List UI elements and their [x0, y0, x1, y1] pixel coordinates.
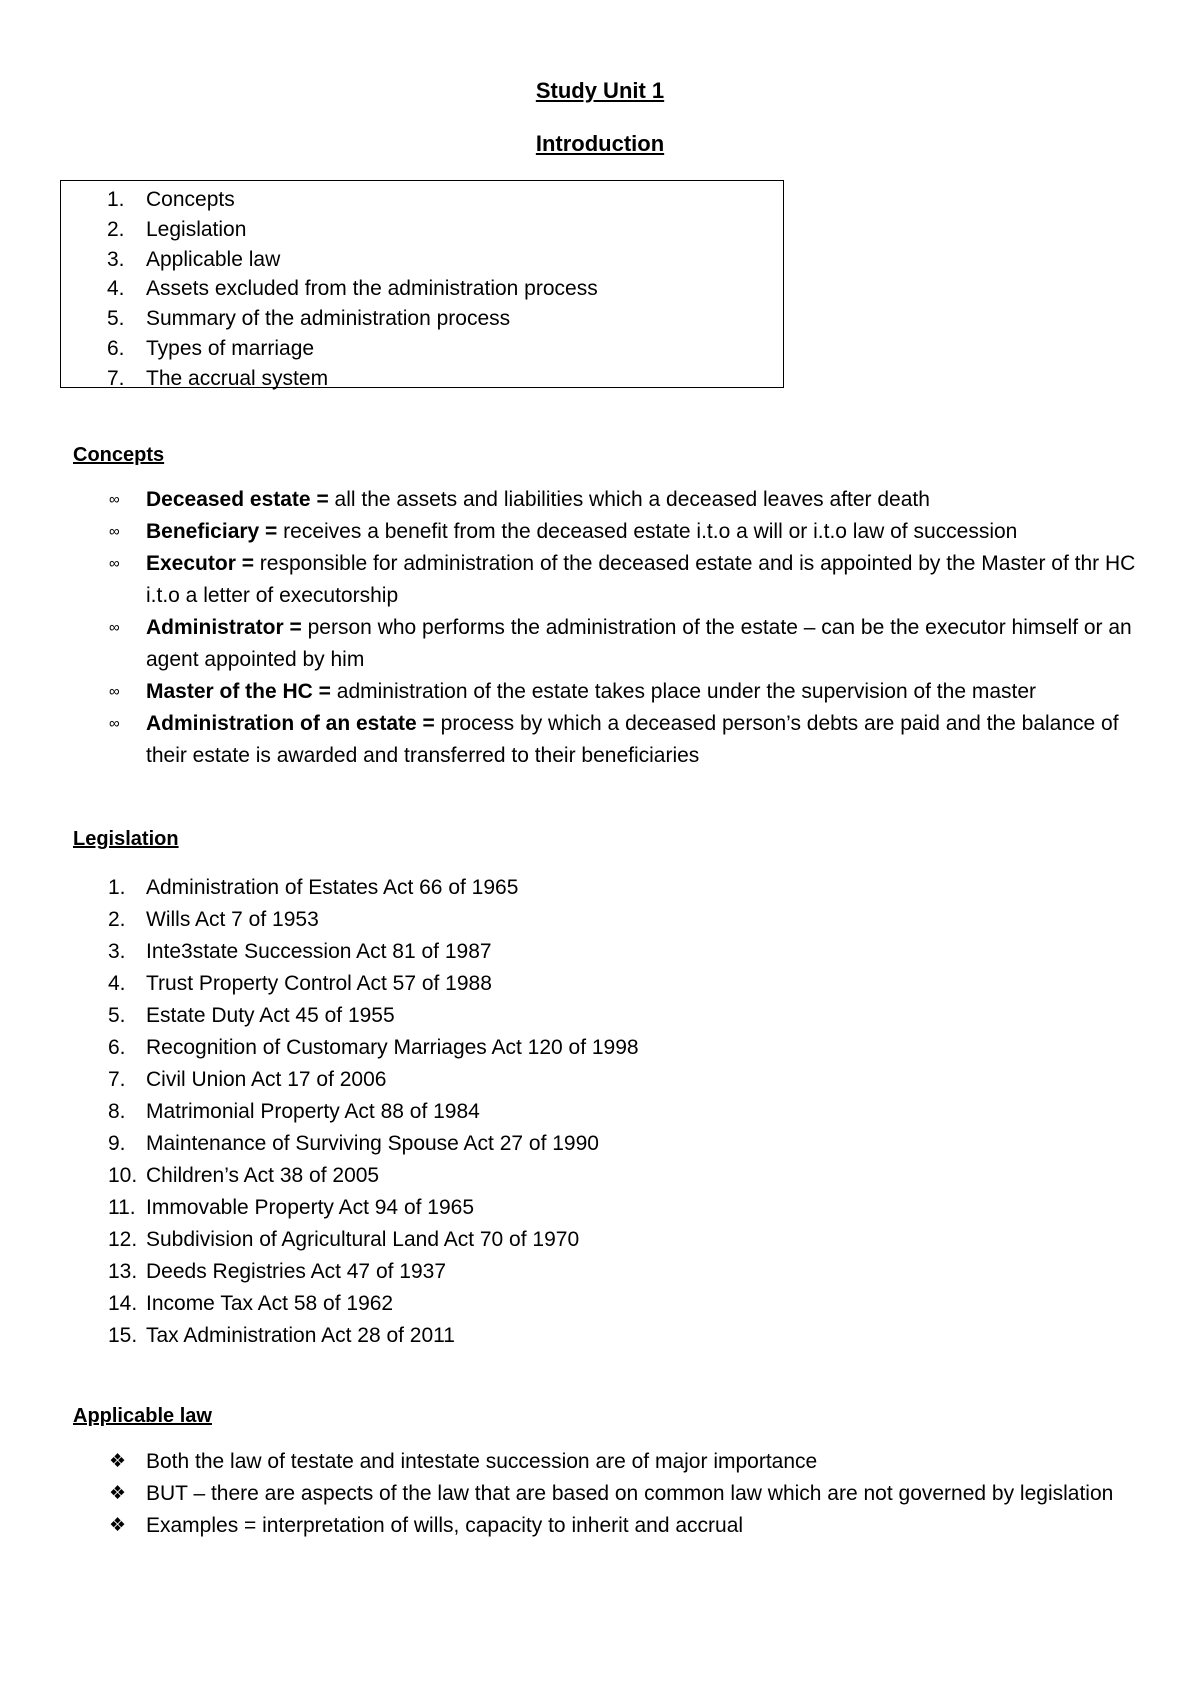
concepts-list — [0, 484, 1200, 772]
applicable-law-item — [0, 1446, 1200, 1478]
infinity-bullet-icon: ∞ — [109, 523, 120, 540]
page-subtitle: Introduction — [535, 131, 665, 156]
concepts-heading: Concepts — [73, 444, 165, 466]
toc-item-number: 5. — [107, 307, 125, 331]
concept-definition: person who performs the administration of the estate – can be the executor himself or an agent appointed by him — [146, 616, 1132, 671]
legislation-item-number: 7. — [108, 1068, 126, 1091]
concept-definition: receives a benefit from the deceased estate i.t.o a will or i.t.o law of succession — [277, 520, 1018, 543]
toc-item-label: Assets excluded from the administration process — [146, 277, 598, 301]
legislation-item-label: Administration of Estates Act 66 of 1965 — [146, 876, 519, 899]
infinity-bullet-icon: ∞ — [109, 491, 120, 508]
applicable-law-text: Examples = interpretation of wills, capacity to inherit and accrual — [146, 1514, 744, 1537]
concept-text — [146, 612, 1136, 676]
legislation-item-number: 5. — [108, 1004, 126, 1027]
infinity-bullet-icon: ∞ — [109, 715, 120, 732]
toc-item-label: Applicable law — [146, 247, 281, 271]
concept-item — [0, 548, 1200, 612]
toc-item-number: 4. — [107, 277, 125, 301]
concept-term: Deceased estate = — [146, 488, 329, 511]
legislation-item-number: 2. — [108, 908, 126, 931]
legislation-item-number: 13. — [108, 1260, 138, 1283]
toc-item-label: Legislation — [146, 217, 247, 241]
infinity-bullet-icon: ∞ — [109, 555, 120, 572]
toc-item-number: 7. — [107, 366, 125, 390]
toc-item-label: Types of marriage — [146, 336, 315, 360]
concept-item — [0, 516, 1200, 548]
concept-definition: administration of the estate takes place under the supervision of the master — [330, 680, 1037, 703]
applicable-law-item — [0, 1478, 1200, 1510]
legislation-item-label: Matrimonial Property Act 88 of 1984 — [146, 1100, 480, 1123]
concept-item — [0, 708, 1200, 772]
infinity-bullet-icon: ∞ — [109, 619, 120, 636]
legislation-item-number: 6. — [108, 1036, 126, 1059]
table-of-contents-box — [60, 180, 784, 388]
concept-text — [146, 484, 1136, 516]
concept-term: Beneficiary = — [146, 520, 278, 543]
concept-term: Executor = — [146, 552, 254, 575]
concept-definition: process by which a deceased person’s debts are paid and the balance of their estate is awarded and transferred to their beneficiaries — [146, 712, 1119, 767]
infinity-bullet-icon: ∞ — [109, 683, 120, 700]
concept-text — [146, 516, 1136, 548]
legislation-item-number: 14. — [108, 1292, 138, 1315]
applicable-law-text: Both the law of testate and intestate succession are of major importance — [146, 1450, 818, 1473]
concept-text — [146, 708, 1136, 772]
toc-item-label: Summary of the administration process — [146, 307, 511, 331]
legislation-item-label: Children’s Act 38 of 2005 — [146, 1164, 380, 1187]
legislation-item-label: Immovable Property Act 94 of 1965 — [146, 1196, 475, 1219]
concept-definition: all the assets and liabilities which a deceased leaves after death — [328, 488, 930, 511]
toc-item-label: Concepts — [146, 188, 235, 211]
legislation-item-label: Civil Union Act 17 of 2006 — [146, 1068, 387, 1091]
concept-item — [0, 484, 1200, 516]
legislation-item-label: Wills Act 7 of 1953 — [146, 908, 319, 931]
legislation-item-label: Tax Administration Act 28 of 2011 — [146, 1324, 455, 1347]
concept-term: Administrator = — [146, 616, 302, 639]
diamond-bullet-icon: ❖ — [109, 1451, 127, 1472]
concept-text — [146, 676, 1136, 708]
legislation-item-number: 8. — [108, 1100, 126, 1123]
legislation-item-number: 9. — [108, 1132, 126, 1155]
concept-item — [0, 612, 1200, 676]
diamond-bullet-icon: ❖ — [109, 1515, 127, 1536]
concept-item — [0, 676, 1200, 708]
legislation-item-number: 11. — [108, 1196, 136, 1219]
legislation-item-label: Recognition of Customary Marriages Act 120 of 1998 — [146, 1036, 639, 1059]
legislation-item-number: 3. — [108, 940, 126, 963]
legislation-item-number: 4. — [108, 972, 126, 995]
concept-definition: responsible for administration of the deceased estate and is appointed by the Master of thr HC i.t.o a letter of executorship — [146, 552, 1136, 607]
legislation-item-number: 15. — [108, 1324, 138, 1347]
legislation-item-label: Subdivision of Agricultural Land Act 70 of 1970 — [146, 1228, 580, 1251]
legislation-item-label: Income Tax Act 58 of 1962 — [146, 1292, 394, 1315]
legislation-item-number: 1. — [108, 876, 126, 899]
diamond-bullet-icon: ❖ — [109, 1483, 127, 1504]
toc-item-number: 1. — [107, 188, 125, 211]
concept-term: Administration of an estate = — [146, 712, 435, 735]
page-title: Study Unit 1 — [535, 78, 665, 103]
legislation-item-label: Trust Property Control Act 57 of 1988 — [146, 972, 492, 995]
applicable-law-item — [0, 1510, 1200, 1542]
legislation-item-label: Inte3state Succession Act 81 of 1987 — [146, 940, 492, 963]
legislation-heading: Legislation — [73, 828, 179, 850]
legislation-item-label: Maintenance of Surviving Spouse Act 27 of 1990 — [146, 1132, 599, 1155]
applicable-law-heading: Applicable law — [73, 1405, 212, 1427]
toc-item-number: 6. — [107, 336, 125, 360]
legislation-item-label: Deeds Registries Act 47 of 1937 — [146, 1260, 447, 1283]
toc-item-number: 3. — [107, 247, 125, 271]
applicable-law-text: BUT – there are aspects of the law that are based on common law which are not governed by legislation — [146, 1482, 1114, 1505]
toc-item-label: The accrual system — [146, 366, 329, 390]
toc-item-number: 2. — [107, 217, 125, 241]
legislation-item-number: 10. — [108, 1164, 138, 1187]
applicable-law-list — [0, 1446, 1200, 1542]
legislation-item-number: 12. — [108, 1228, 138, 1251]
concept-text — [146, 548, 1136, 612]
concept-term: Master of the HC = — [146, 680, 331, 703]
legislation-item-label: Estate Duty Act 45 of 1955 — [146, 1004, 395, 1027]
